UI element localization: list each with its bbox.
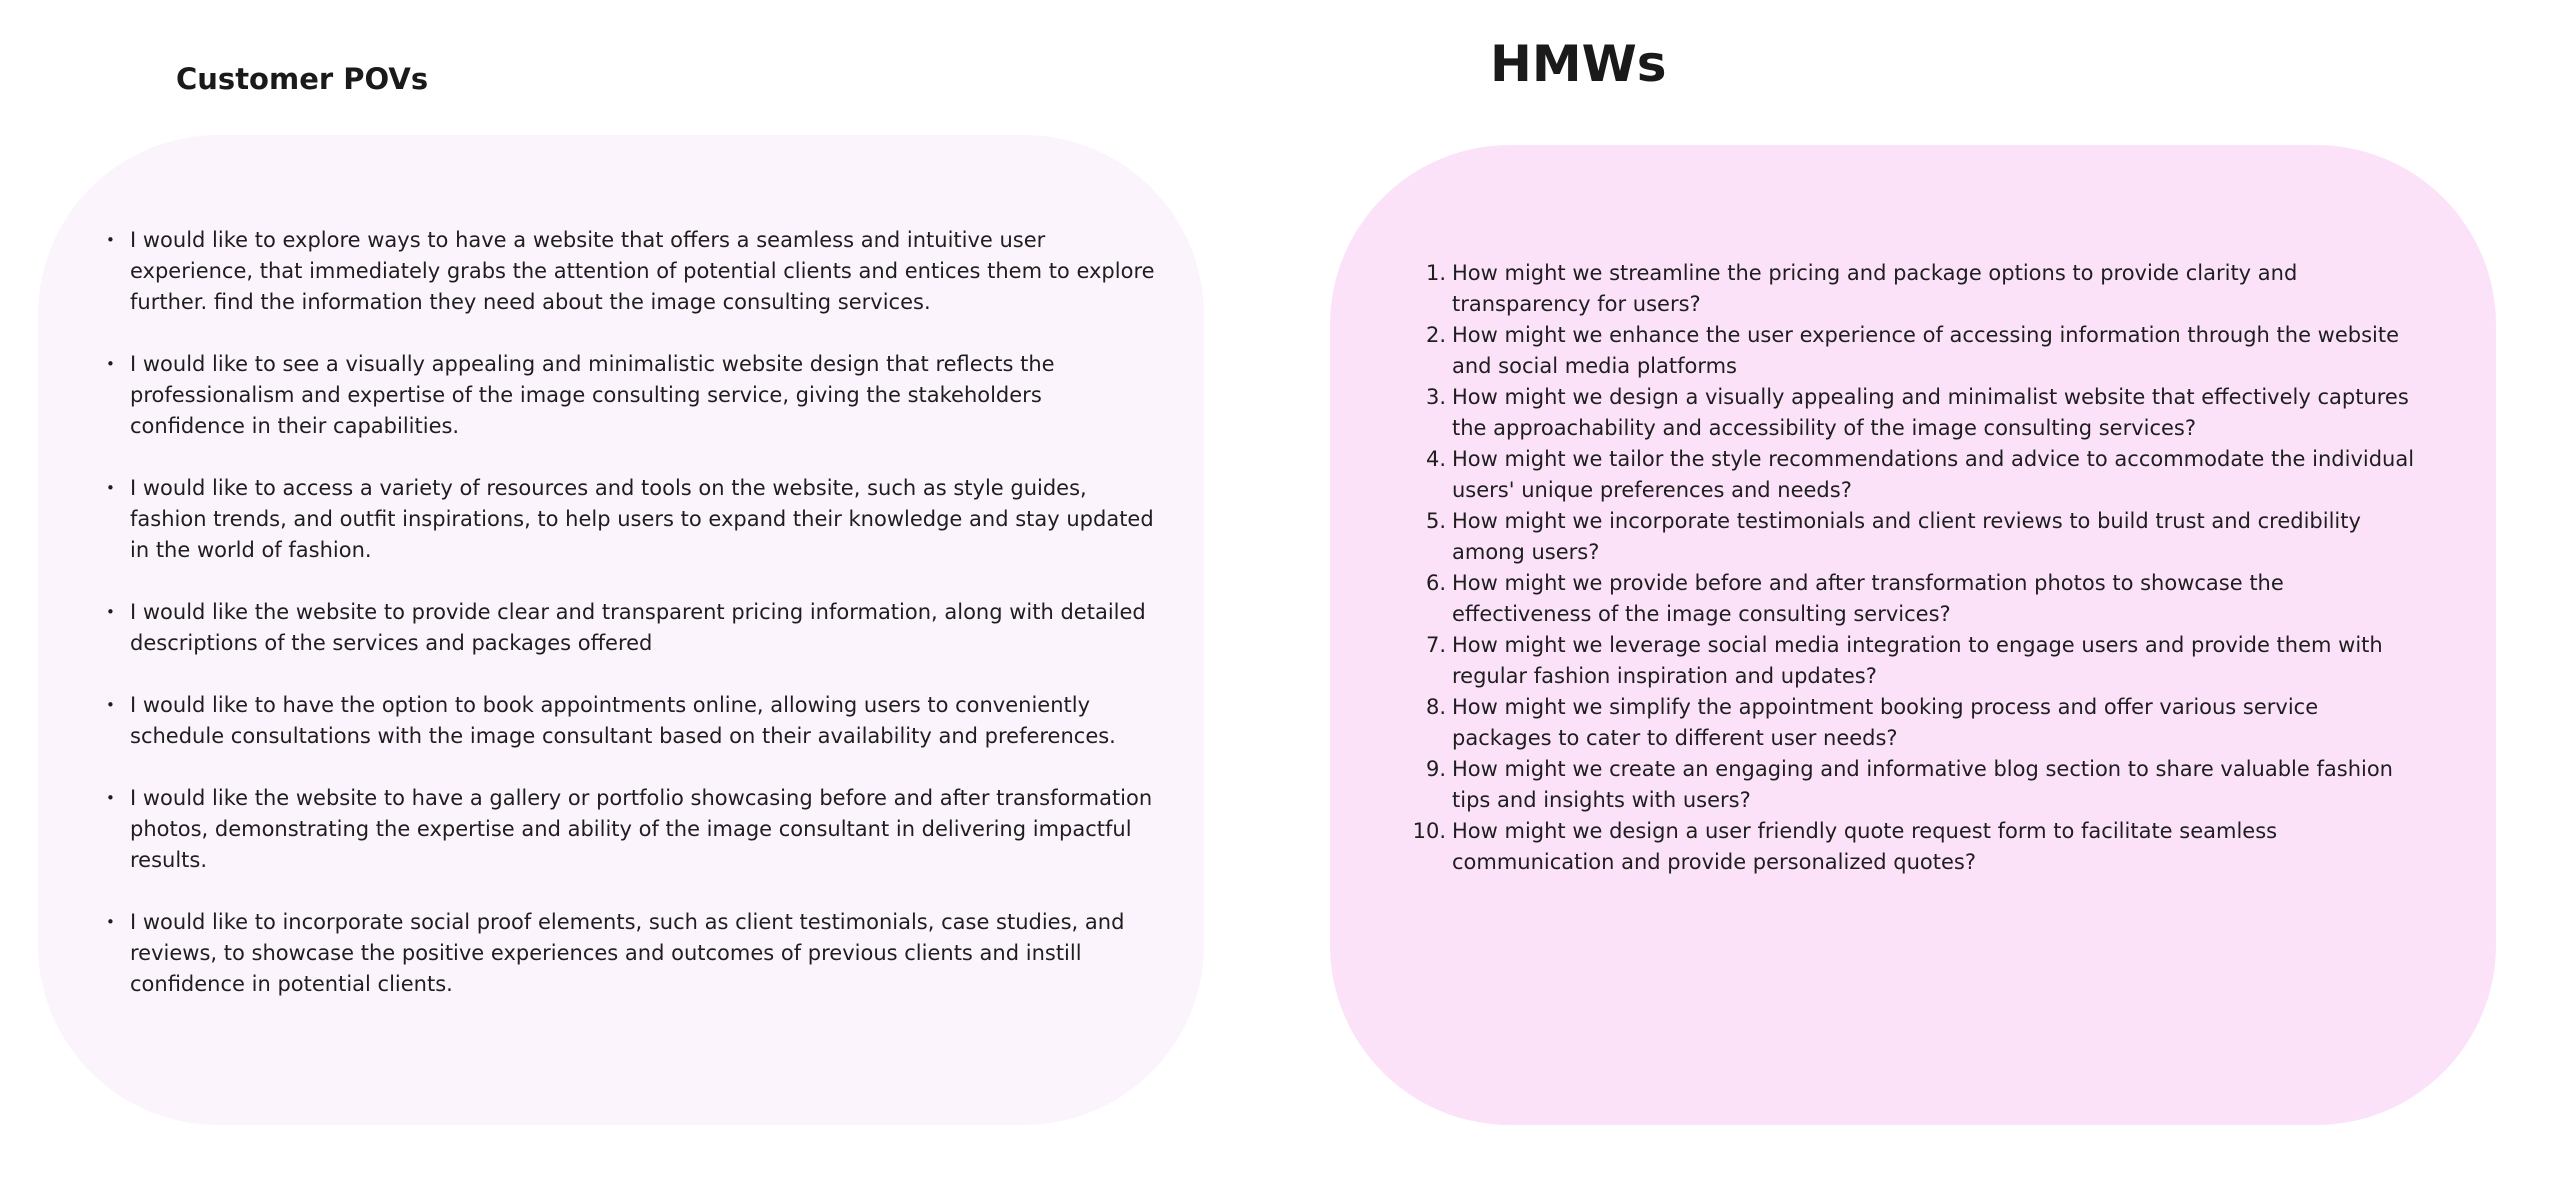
hmw-number: 6. <box>1425 571 1446 595</box>
hmw-item <box>1425 568 2422 630</box>
pov-item: • I would like to access a variety of resources and tools on the website, such as style guides, fashion trends, and outfit inspirations, to help users to expand their knowledge and stay updated in the world of fashion. <box>130 473 1160 566</box>
hmw-item <box>1425 754 2422 816</box>
hmw-text: How might we streamline the pricing and package options to provide clarity and transparency for users? <box>1452 261 2298 316</box>
hmw-number: 2. <box>1425 323 1446 347</box>
hmw-number: 10. <box>1412 819 1446 843</box>
hmw-item <box>1425 258 2422 320</box>
hmw-item <box>1425 320 2422 382</box>
hmw-item <box>1425 692 2422 754</box>
hmws-title: HMWs <box>1490 35 1667 93</box>
pov-item: • I would like the website to provide clear and transparent pricing information, along with detailed descriptions of the services and packages offered <box>130 597 1160 659</box>
hmw-number: 3. <box>1425 385 1446 409</box>
hmw-text: How might we design a visually appealing and minimalist website that effectively captures the approachability and accessibility of the image consulting services? <box>1452 385 2409 440</box>
pov-item: • I would like to explore ways to have a website that offers a seamless and intuitive user experience, that immediately grabs the attention of potential clients and entices them to explore further. find the information they need about the image consulting services. <box>130 225 1160 318</box>
hmw-text: How might we enhance the user experience of accessing information through the website and social media platforms <box>1452 323 2400 378</box>
customer-povs-title: Customer POVs <box>176 62 429 96</box>
hmw-text: How might we simplify the appointment booking process and offer various service packages to cater to different user needs? <box>1452 695 2319 750</box>
hmw-number: 9. <box>1425 757 1446 781</box>
pov-item: • I would like to have the option to book appointments online, allowing users to conveniently schedule consultations with the image consultant based on their availability and preferences. <box>130 690 1160 752</box>
hmw-text: How might we incorporate testimonials and client reviews to build trust and credibility among users? <box>1452 509 2361 564</box>
hmw-number: 4. <box>1425 447 1446 471</box>
pov-item: • I would like to incorporate social proof elements, such as client testimonials, case studies, and reviews, to showcase the positive experiences and outcomes of previous clients and instill confidence in potential clients. <box>130 907 1160 1000</box>
hmw-text: How might we tailor the style recommendations and advice to accommodate the individual users' unique preferences and needs? <box>1452 447 2415 502</box>
hmw-text: How might we leverage social media integration to engage users and provide them with regular fashion inspiration and updates? <box>1452 633 2383 688</box>
hmw-item <box>1425 444 2422 506</box>
hmw-item <box>1425 630 2422 692</box>
hmw-text: How might we provide before and after transformation photos to showcase the effectiveness of the image consulting services? <box>1452 571 2284 626</box>
pov-item: • I would like the website to have a gallery or portfolio showcasing before and after transformation photos, demonstrating the expertise and ability of the image consultant in delivering impactful results. <box>130 783 1160 876</box>
hmw-item <box>1425 382 2422 444</box>
hmw-item <box>1425 506 2422 568</box>
hmw-number: 8. <box>1425 695 1446 719</box>
hmws-list <box>1412 258 2422 878</box>
hmw-text: How might we create an engaging and informative blog section to share valuable fashion tips and insights with users? <box>1452 757 2393 812</box>
hmw-number: 1. <box>1425 261 1446 285</box>
pov-item: • I would like to see a visually appealing and minimalistic website design that reflects the professionalism and expertise of the image consulting service, giving the stakeholders confidence in their capabilities. <box>130 349 1160 442</box>
hmw-number: 5. <box>1425 509 1446 533</box>
hmw-text: How might we design a user friendly quote request form to facilitate seamless communication and provide personalized quotes? <box>1452 819 2278 874</box>
hmw-item <box>1412 816 2422 878</box>
customer-povs-list <box>130 225 1160 1031</box>
hmw-number: 7. <box>1425 633 1446 657</box>
